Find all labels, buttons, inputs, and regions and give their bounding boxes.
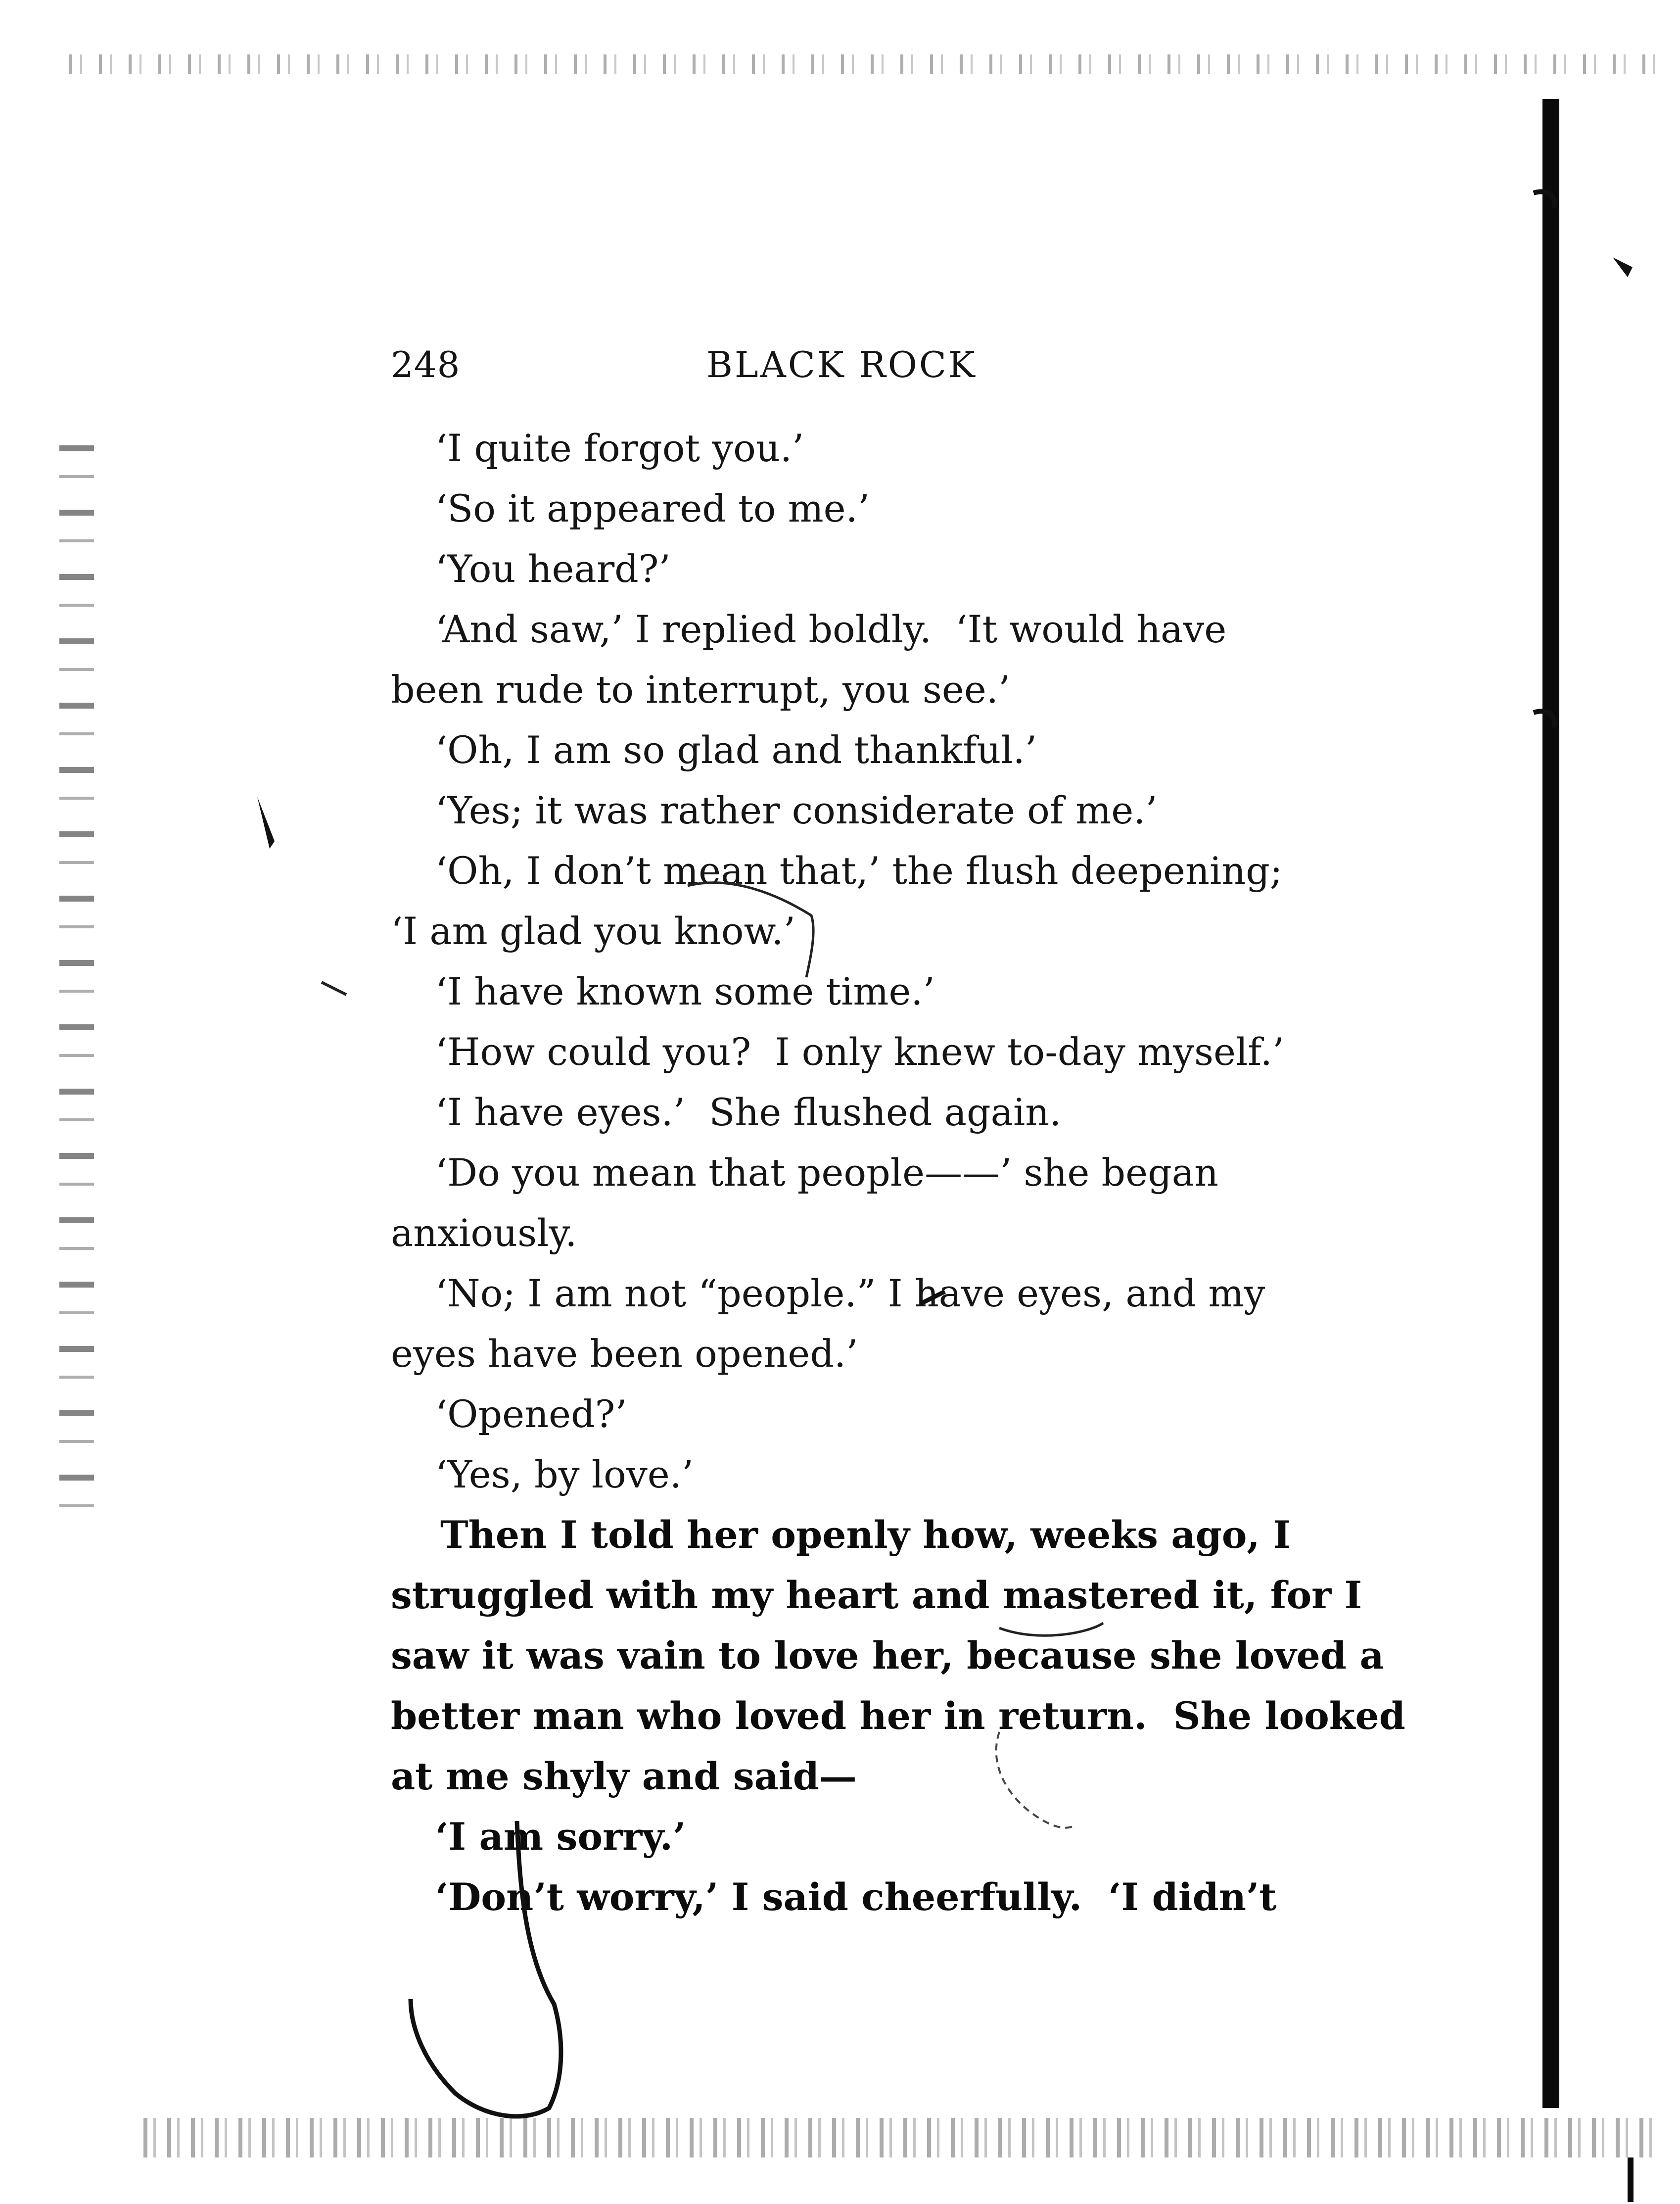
text-line: eyes have been opened.’ [391, 1332, 858, 1376]
text-line: been rude to interrupt, you see.’ [391, 668, 1011, 712]
text-line: ‘I have known some time.’ [435, 969, 935, 1013]
text-line: ‘Opened?’ [435, 1392, 627, 1436]
ink-blot-mark [257, 797, 275, 849]
text-line: ‘Oh, I don’t mean that,’ the flush deepening; [435, 849, 1283, 893]
text-line: ‘I am sorry.’ [435, 1815, 686, 1859]
text-line: saw it was vain to love her, because she loved a [391, 1633, 1384, 1677]
text-line: ‘Yes, by love.’ [435, 1452, 694, 1496]
pen-loop-mark [688, 883, 813, 977]
ink-clip-mark [1534, 711, 1555, 727]
text-line: ‘I quite forgot you.’ [435, 426, 804, 470]
text-line: ‘Don’t worry,’ I said cheerfully. ‘I didn’t [435, 1875, 1277, 1919]
running-title: BLACK ROCK [706, 344, 977, 385]
pen-underline-mark [999, 1623, 1103, 1635]
text-line: ‘I have eyes.’ She flushed again. [435, 1090, 1062, 1134]
pen-arrow-mark [920, 1292, 945, 1304]
ink-clip-mark [1534, 192, 1555, 208]
text-line: Then I told her openly how, weeks ago, I [440, 1513, 1291, 1557]
text-line: struggled with my heart and mastered it, for I [391, 1573, 1362, 1617]
ink-stroke-mark [322, 982, 346, 995]
text-line: ‘No; I am not “people.” I have eyes, and my [435, 1271, 1265, 1315]
text-line: at me shyly and said— [391, 1754, 857, 1798]
ink-speck-mark [1613, 257, 1633, 277]
text-line: ‘You heard?’ [435, 547, 671, 591]
text-line: anxiously. [391, 1211, 577, 1255]
text-line: better man who loved her in return. She looked [391, 1694, 1405, 1738]
text-line: ‘So it appeared to me.’ [435, 486, 870, 530]
page-number: 248 [391, 344, 461, 385]
text-line: ‘How could you? I only knew to-day myself.’ [435, 1030, 1285, 1074]
pen-large-loop-mark [411, 1821, 561, 2116]
text-line: ‘Do you mean that people——’ she began [435, 1150, 1219, 1195]
text-line: ‘Oh, I am so glad and thankful.’ [435, 728, 1037, 772]
text-line: ‘And saw,’ I replied boldly. ‘It would have [435, 607, 1227, 651]
text-line: ‘Yes; it was rather considerate of me.’ [435, 788, 1158, 832]
text-line: ‘I am glad you know.’ [391, 909, 795, 953]
pen-dashed-mark [996, 1732, 1073, 1828]
